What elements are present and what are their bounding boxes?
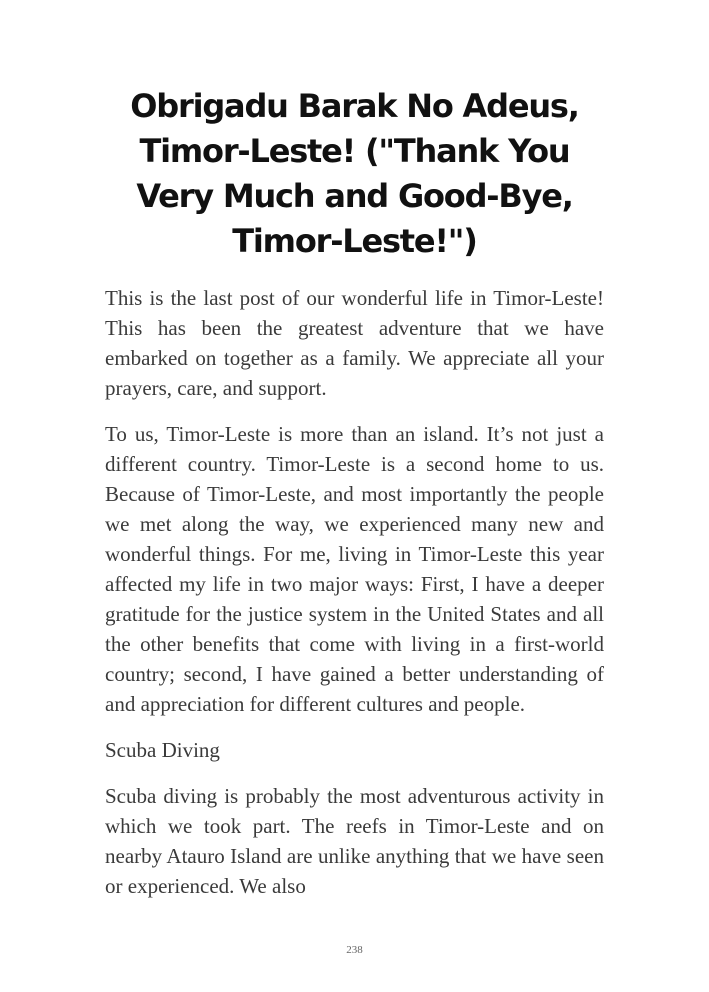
paragraph-intro: This is the last post of our wonderful life in Timor-Leste! This has been the greatest adventure that we have embarked on together as a family. We appreciate all your prayers, care, and support.: [105, 286, 604, 400]
paragraph-scuba-diving: Scuba diving is probably the most adventurous activity in which we took part. The reefs in Timor-Leste and on nearby Atauro Island are unlike anything that we have seen or experienced. We also: [105, 784, 604, 898]
section-heading-scuba-diving: Scuba Diving: [105, 738, 220, 762]
paragraph-second-home: To us, Timor-Leste is more than an island. It’s not just a different country. Timor-Leste is a second home to us. Because of Timor-Leste, and most importantly the people we met along the way, we experienced many new and wonderful things. For me, living in Timor-Leste this year affected my life in two major ways: First, I have a deeper gratitude for the justice system in the United States and all the other benefits that come with living in a first-world country; second, I have gained a better understanding of and appreciation for different cultures and people.: [105, 422, 604, 716]
body-text: [105, 283, 604, 917]
page-number: 238: [346, 944, 363, 956]
page-title: Obrigadu Barak No Adeus, Timor-Leste! ("Thank You Very Much and Good-Bye, Timor-Leste!"): [130, 87, 579, 260]
